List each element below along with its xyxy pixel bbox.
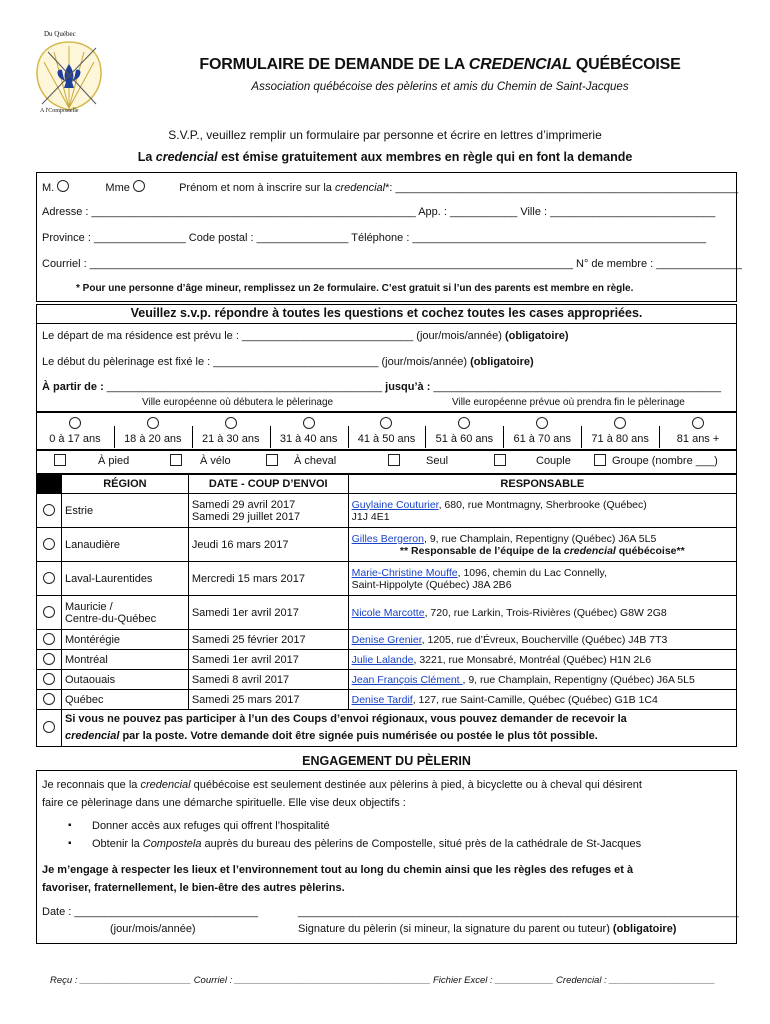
start-label: À partir de : — [42, 381, 107, 393]
region-select-cell[interactable] — [37, 670, 62, 690]
engagement-title: ENGAGEMENT DU PÈLERIN — [302, 754, 471, 768]
responsable-cell — [348, 494, 736, 528]
lanaudiere-note — [352, 545, 733, 557]
note-text-em: credencial — [563, 544, 616, 557]
responsable-address-line2: J1J 4E1 — [351, 510, 390, 523]
region-cell — [61, 690, 188, 710]
age-option[interactable] — [659, 413, 737, 445]
region-name: Montérégie — [64, 633, 121, 646]
age-label: 31 à 40 ans — [279, 433, 338, 445]
note-text: ** Responsable de l’équipe de la — [399, 544, 564, 557]
region-cell — [61, 528, 188, 562]
age-label: 41 à 50 ans — [357, 433, 416, 445]
note-text-end: québécoise** — [615, 544, 685, 557]
start-city-field[interactable]: _____________________________________________ — [106, 381, 383, 393]
date-caption: (jour/mois/année) — [110, 923, 196, 935]
age-radio[interactable] — [692, 417, 704, 429]
age-label: 81 ans + — [676, 433, 720, 445]
region-select-cell[interactable] — [37, 690, 62, 710]
minor-note: * Pour une personne d’âge mineur, remplissez un 2e formulaire. C’est gratuit si l’un des parents est membre en règle. — [76, 283, 634, 294]
region-name: Lanaudière — [64, 538, 121, 551]
mode-couple-label: Couple — [536, 455, 571, 467]
launch-date: Samedi 25 mars 2017 — [191, 693, 300, 706]
checkbox-seul[interactable] — [388, 454, 400, 466]
region-name: Outaouais — [64, 673, 116, 686]
age-label: 71 à 80 ans — [591, 433, 649, 445]
region-radio[interactable] — [43, 504, 55, 516]
responsable-cell — [348, 670, 736, 690]
responsable-address: , 3221, rue Monsabré, Montréal (Québec) H1N 2L6 — [413, 653, 652, 666]
region-select-cell[interactable] — [37, 650, 62, 670]
mail-option-text — [61, 710, 736, 747]
mode-cheval-label: À cheval — [294, 455, 337, 467]
age-radio[interactable] — [303, 417, 315, 429]
end-caption: Ville européenne prévue où prendra fin le pèlerinage — [452, 397, 685, 408]
depart-field[interactable]: Le départ de ma résidence est prévu le : ____________________________ (jour/mois/année) — [42, 330, 502, 342]
responsable-address: , 1205, rue d’Évreux, Boucherville (Québec) J4B 7T3 — [421, 633, 668, 646]
engagement-text-line2: faire ce pèlerinage dans une démarche spirituelle. Elle vise deux objectifs : — [42, 797, 406, 809]
checkbox-groupe[interactable] — [594, 454, 606, 466]
age-label: 51 à 60 ans — [435, 433, 494, 445]
signature-required: (obligatoire) — [612, 923, 677, 935]
region-select-cell[interactable] — [37, 494, 62, 528]
table-row — [37, 596, 737, 630]
age-label: 0 à 17 ans — [49, 433, 101, 445]
mail-text-line2: par la poste. Votre demande doit être signée puis numérisée ou postée le plus tôt possible. — [119, 730, 598, 742]
identity-row-name — [42, 180, 738, 194]
age-radio[interactable] — [614, 417, 626, 429]
responsable-link[interactable]: Denise Grenier — [351, 633, 422, 646]
region-radio[interactable] — [43, 606, 55, 618]
region-name: Mauricie / — [64, 600, 113, 613]
responsable-link[interactable]: Denise Tardif — [351, 693, 413, 706]
title-text-end: QUÉBÉCOISE — [571, 56, 681, 73]
notice-part-end: est émise gratuitement aux membres en règle qui en font la demande — [217, 150, 633, 164]
signature-field[interactable]: ________________________________________________________________________ — [298, 906, 739, 918]
engagement-text-cont: québécoise est seulement destinée aux pèlerins à pied, à bicyclette ou à cheval qui désirent — [190, 779, 642, 791]
responsable-address: , 127, rue Saint-Camille, Québec (Québec) G1B 1C4 — [412, 693, 658, 706]
date-cell — [188, 596, 348, 630]
table-row — [37, 528, 737, 562]
region-radio[interactable] — [43, 653, 55, 665]
association-logo — [30, 30, 108, 118]
commitment-line2: favoriser, fraternellement, le bien-être des autres pèlerins. — [42, 882, 345, 894]
region-select-cell[interactable] — [37, 562, 62, 596]
age-radio[interactable] — [225, 417, 237, 429]
responsable-link[interactable]: Julie Lalande — [351, 653, 414, 666]
responsable-address: , 680, rue Montmagny, Sherbrooke (Québec) — [438, 498, 647, 511]
launch-date: Samedi 29 avril 2017 — [191, 498, 296, 511]
objective-item — [92, 836, 641, 852]
mail-option-row — [37, 710, 737, 747]
notice-emphasis: credencial — [155, 150, 218, 164]
launch-date: Samedi 1er avril 2017 — [191, 653, 299, 666]
mode-groupe-label[interactable]: Groupe (nombre ___) — [612, 455, 718, 467]
responsable-link[interactable]: Jean François Clément — [351, 673, 463, 686]
region-cell — [61, 494, 188, 528]
checkbox-couple[interactable] — [494, 454, 506, 466]
objective-text: Donner accès aux refuges qui offrent l’hospitalité — [92, 820, 330, 832]
m-label: M. — [42, 182, 55, 194]
address-field[interactable]: Adresse : _____________________________________________________ App. : ___________ Ville : ___________________________ — [42, 206, 716, 218]
age-option[interactable] — [503, 413, 581, 445]
header-responsable: RESPONSABLE — [348, 475, 736, 494]
title-emphasis: CREDENCIAL — [468, 56, 572, 73]
region-name: Québec — [64, 693, 104, 706]
email-field[interactable]: Courriel : _______________________________________________________________________________ N° de membre : ______________ — [42, 258, 742, 270]
age-radio[interactable] — [458, 417, 470, 429]
age-option[interactable] — [114, 413, 192, 445]
questions-header: Veuillez s.v.p. répondre à toutes les questions et cochez toutes les cases appropriées. — [130, 306, 643, 320]
name-label-em: credencial — [334, 182, 386, 194]
region-name: Montréal — [64, 653, 108, 666]
title-text: FORMULAIRE DE DEMANDE DE LA — [199, 56, 469, 73]
objective-item — [92, 818, 641, 834]
responsable-address: , 9, rue Champlain, Repentigny (Québec) J6A 5L5 — [462, 673, 695, 686]
mail-radio[interactable] — [43, 721, 55, 733]
name-label: Prénom et nom à inscrire sur la — [179, 182, 335, 194]
date-field[interactable]: Date : ______________________________ — [42, 906, 258, 918]
responsable-address: , 1096, chemin du Lac Connelly, — [457, 566, 607, 579]
region-cell — [61, 562, 188, 596]
mme-label: Mme — [105, 182, 130, 194]
table-row — [37, 562, 737, 596]
name-field[interactable]: *: ________________________________________________________ — [385, 182, 739, 194]
responsable-link[interactable]: Guylaine Couturier — [351, 498, 439, 511]
age-option[interactable] — [270, 413, 348, 445]
debut-field[interactable]: Le début du pèlerinage est fixé le : ___________________________ (jour/mois/année) — [42, 356, 468, 368]
form-subtitle: Association québécoise des pèlerins et amis du Chemin de Saint-Jacques — [251, 81, 629, 93]
office-use-footer: Reçu : _____________________ Courriel : _____________________________________ Fichier Excel : ___________ Credencial : ____________________ — [50, 975, 716, 986]
responsable-address: , 9, rue Champlain, Repentigny (Québec) J6A 5L5 — [423, 532, 657, 545]
objective-text: Obtenir la — [92, 838, 143, 850]
launch-date: Samedi 25 février 2017 — [191, 633, 306, 646]
region-select-cell[interactable] — [37, 596, 62, 630]
table-row — [37, 670, 737, 690]
launch-date-2: Samedi 29 juillet 2017 — [191, 510, 301, 523]
age-option[interactable] — [581, 413, 659, 445]
region-name: Estrie — [64, 504, 94, 517]
date-cell — [188, 494, 348, 528]
responsable-cell — [348, 562, 736, 596]
region-select-cell[interactable] — [37, 528, 62, 562]
objective-text-em: Compostela — [142, 838, 202, 850]
region-select-cell[interactable] — [37, 630, 62, 650]
responsable-link[interactable]: Gilles Bergeron — [351, 532, 424, 545]
age-label: 61 à 70 ans — [513, 433, 572, 445]
launch-date: Samedi 8 avril 2017 — [191, 673, 290, 686]
signature-caption — [298, 923, 676, 935]
logo-bottom-text: A l'Compostelle — [40, 108, 79, 114]
age-option[interactable] — [192, 413, 270, 445]
table-row — [37, 650, 737, 670]
age-radio[interactable] — [147, 417, 159, 429]
launch-date: Mercredi 15 mars 2017 — [191, 572, 305, 585]
date-cell — [188, 670, 348, 690]
mode-seul-label: Seul — [426, 455, 449, 467]
mode-pied-label: À pied — [98, 455, 130, 467]
end-label: jusqu’à : — [385, 381, 434, 393]
province-field[interactable]: Province : _______________ Code postal : _______________ Téléphone : ________________________________________________ — [42, 232, 707, 244]
age-radio[interactable] — [69, 417, 81, 429]
age-option[interactable] — [425, 413, 503, 445]
region-radio[interactable] — [43, 673, 55, 685]
age-option[interactable] — [348, 413, 426, 445]
mode-velo-label: À vélo — [200, 455, 231, 467]
engagement-text-em: credencial — [140, 779, 191, 791]
signature-caption-text: Signature du pèlerin (si mineur, la signature du parent ou tuteur) — [298, 923, 610, 935]
header-blank-cell — [37, 475, 62, 494]
responsable-cell — [348, 630, 736, 650]
responsable-cell — [348, 528, 736, 562]
region-radio[interactable] — [43, 572, 55, 584]
notice-text — [40, 150, 730, 164]
table-row — [37, 630, 737, 650]
region-cell — [61, 650, 188, 670]
date-cell — [188, 528, 348, 562]
age-option[interactable] — [36, 413, 114, 445]
checkbox-velo[interactable] — [170, 454, 182, 466]
launch-date: Samedi 1er avril 2017 — [191, 606, 299, 619]
region-cell — [61, 596, 188, 630]
region-cell — [61, 630, 188, 650]
instruction-text: S.V.P., veuillez remplir un formulaire par personne et écrire en lettres d’imprimerie — [168, 128, 602, 142]
debut-row — [42, 356, 534, 368]
responsable-cell — [348, 650, 736, 670]
age-radio[interactable] — [536, 417, 548, 429]
notice-part: La — [137, 150, 156, 164]
table-row — [37, 690, 737, 710]
responsable-link[interactable]: Marie-Christine Mouffe — [351, 566, 458, 579]
mail-text-line1: Si vous ne pouvez pas participer à l’un des Coups d’envoi régionaux, vous pouvez demander de recevoir la — [64, 713, 627, 725]
objective-text-end: auprès du bureau des pèlerins de Compostelle, situé près de la cathédrale de St-Jacques — [201, 838, 642, 850]
date-cell — [188, 562, 348, 596]
launch-date: Jeudi 16 mars 2017 — [191, 538, 289, 551]
commitment-text — [42, 861, 732, 897]
header-date: DATE - COUP D’ENVOI — [188, 475, 348, 494]
engagement-paragraph — [42, 776, 732, 812]
commitment-line1: Je m’engage à respecter les lieux et l’environnement tout au long du chemin ainsi que les règles des refuges et à — [42, 864, 634, 876]
header-region: RÉGION — [61, 475, 188, 494]
region-radio[interactable] — [43, 538, 55, 550]
region-radio[interactable] — [43, 693, 55, 705]
end-city-field[interactable]: _______________________________________________ — [433, 381, 721, 393]
m-radio[interactable] — [57, 180, 69, 192]
route-row — [42, 381, 721, 393]
responsable-link[interactable]: Nicole Marcotte — [351, 606, 425, 619]
region-name: Laval-Laurentides — [64, 572, 153, 585]
mail-text-em: credencial — [64, 730, 120, 742]
age-radio[interactable] — [380, 417, 392, 429]
date-cell — [188, 690, 348, 710]
mail-select-cell[interactable] — [37, 710, 62, 747]
age-label: 18 à 20 ans — [124, 433, 182, 445]
checkbox-cheval[interactable] — [266, 454, 278, 466]
responsable-cell — [348, 596, 736, 630]
checkbox-pied[interactable] — [54, 454, 66, 466]
start-caption: Ville européenne où débutera le pèlerinage — [142, 397, 334, 408]
debut-required: (obligatoire) — [470, 356, 534, 368]
mme-radio[interactable] — [133, 180, 145, 192]
table-header-row — [37, 475, 737, 494]
engagement-text: Je reconnais que la — [42, 779, 141, 791]
depart-required: (obligatoire) — [504, 330, 569, 342]
region-radio[interactable] — [43, 633, 55, 645]
date-cell — [188, 630, 348, 650]
region-cell — [61, 670, 188, 690]
responsable-cell — [348, 690, 736, 710]
depart-row — [42, 330, 569, 342]
responsable-address-line2: Saint-Hippolyte (Québec) J8A 2B6 — [351, 578, 512, 591]
table-row — [37, 494, 737, 528]
objectives-list — [40, 818, 641, 854]
age-label: 21 à 30 ans — [201, 433, 260, 445]
logo-top-text: Du Québec — [44, 30, 76, 38]
date-cell — [188, 650, 348, 670]
regions-table — [36, 474, 737, 747]
responsable-address: , 720, rue Larkin, Trois-Rivières (Québec) G8W 2G8 — [424, 606, 667, 619]
form-title — [150, 56, 730, 74]
region-name-line2: Centre-du-Québec — [64, 612, 157, 625]
